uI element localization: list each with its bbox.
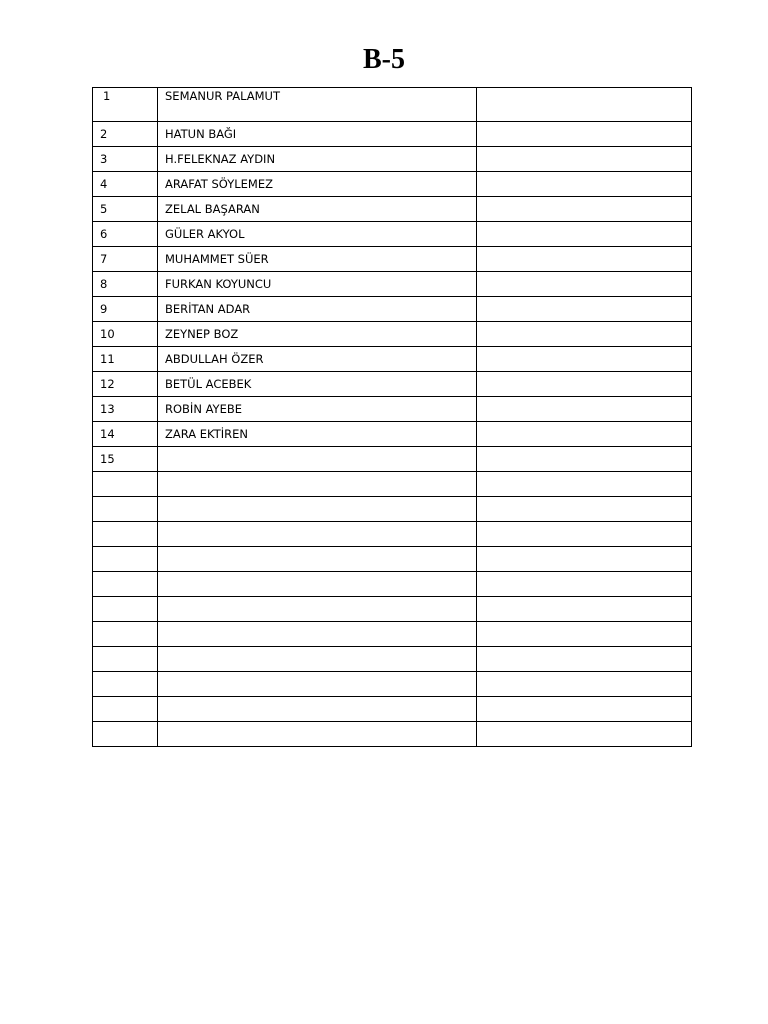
blank-entry-cell bbox=[477, 122, 692, 147]
roster-body bbox=[93, 88, 692, 747]
blank-entry-cell bbox=[477, 347, 692, 372]
page-title: B-5 bbox=[363, 44, 405, 75]
table-row bbox=[93, 347, 692, 372]
student-name-cell: ABDULLAH ÖZER bbox=[158, 347, 477, 372]
table-row bbox=[93, 572, 692, 597]
row-number-cell bbox=[93, 572, 158, 597]
row-number-cell: 8 bbox=[93, 272, 158, 297]
row-number-cell: 11 bbox=[93, 347, 158, 372]
table-row bbox=[93, 272, 692, 297]
student-name-cell bbox=[158, 622, 477, 647]
blank-entry-cell bbox=[477, 722, 692, 747]
blank-entry-cell bbox=[477, 497, 692, 522]
row-number-cell bbox=[93, 547, 158, 572]
row-number-cell bbox=[93, 472, 158, 497]
table-row bbox=[93, 597, 692, 622]
table-row bbox=[93, 372, 692, 397]
table-row bbox=[93, 147, 692, 172]
table-row bbox=[93, 547, 692, 572]
blank-entry-cell bbox=[477, 422, 692, 447]
table-row bbox=[93, 447, 692, 472]
row-number-cell bbox=[93, 622, 158, 647]
student-name-cell: MUHAMMET SÜER bbox=[158, 247, 477, 272]
student-name-cell: ARAFAT SÖYLEMEZ bbox=[158, 172, 477, 197]
table-row bbox=[93, 222, 692, 247]
student-name-cell bbox=[158, 572, 477, 597]
row-number-cell: 14 bbox=[93, 422, 158, 447]
blank-entry-cell bbox=[477, 597, 692, 622]
student-name-cell bbox=[158, 672, 477, 697]
table-row bbox=[93, 88, 692, 122]
student-name-cell bbox=[158, 522, 477, 547]
student-name-cell bbox=[158, 597, 477, 622]
row-number-cell: 15 bbox=[93, 447, 158, 472]
blank-entry-cell bbox=[477, 622, 692, 647]
student-name-cell bbox=[158, 472, 477, 497]
blank-entry-cell bbox=[477, 672, 692, 697]
table-row bbox=[93, 522, 692, 547]
table-row bbox=[93, 472, 692, 497]
roster-table bbox=[92, 87, 692, 747]
blank-entry-cell bbox=[477, 222, 692, 247]
row-number-cell: 3 bbox=[93, 147, 158, 172]
table-row bbox=[93, 422, 692, 447]
row-number-cell: 5 bbox=[93, 197, 158, 222]
student-name-cell bbox=[158, 497, 477, 522]
row-number-cell bbox=[93, 672, 158, 697]
row-number-cell: 12 bbox=[93, 372, 158, 397]
blank-entry-cell bbox=[477, 272, 692, 297]
blank-entry-cell bbox=[477, 322, 692, 347]
blank-entry-cell bbox=[477, 88, 692, 122]
row-number-cell: 13 bbox=[93, 397, 158, 422]
blank-entry-cell bbox=[477, 447, 692, 472]
blank-entry-cell bbox=[477, 297, 692, 322]
student-name-cell: ZELAL BAŞARAN bbox=[158, 197, 477, 222]
row-number-cell: 6 bbox=[93, 222, 158, 247]
row-number-cell bbox=[93, 697, 158, 722]
student-name-cell: SEMANUR PALAMUT bbox=[158, 88, 477, 122]
student-name-cell: ZEYNEP BOZ bbox=[158, 322, 477, 347]
row-number-cell: 4 bbox=[93, 172, 158, 197]
table-row bbox=[93, 497, 692, 522]
row-number-cell bbox=[93, 722, 158, 747]
row-number-cell: 9 bbox=[93, 297, 158, 322]
row-number-cell bbox=[93, 497, 158, 522]
blank-entry-cell bbox=[477, 172, 692, 197]
blank-entry-cell bbox=[477, 472, 692, 497]
row-number-cell: 2 bbox=[93, 122, 158, 147]
table-row bbox=[93, 722, 692, 747]
table-row bbox=[93, 197, 692, 222]
table-row bbox=[93, 122, 692, 147]
student-name-cell: HATUN BAĞI bbox=[158, 122, 477, 147]
row-number-cell: 1 bbox=[93, 88, 158, 122]
blank-entry-cell bbox=[477, 397, 692, 422]
table-row bbox=[93, 697, 692, 722]
row-number-cell bbox=[93, 647, 158, 672]
table-row bbox=[93, 172, 692, 197]
blank-entry-cell bbox=[477, 372, 692, 397]
table-row bbox=[93, 247, 692, 272]
student-name-cell bbox=[158, 447, 477, 472]
student-name-cell bbox=[158, 647, 477, 672]
blank-entry-cell bbox=[477, 522, 692, 547]
student-name-cell: BERİTAN ADAR bbox=[158, 297, 477, 322]
student-name-cell bbox=[158, 722, 477, 747]
student-name-cell bbox=[158, 697, 477, 722]
student-name-cell: GÜLER AKYOL bbox=[158, 222, 477, 247]
blank-entry-cell bbox=[477, 197, 692, 222]
blank-entry-cell bbox=[477, 647, 692, 672]
table-row bbox=[93, 297, 692, 322]
student-name-cell: ROBİN AYEBE bbox=[158, 397, 477, 422]
student-name-cell: H.FELEKNAZ AYDIN bbox=[158, 147, 477, 172]
table-row bbox=[93, 322, 692, 347]
blank-entry-cell bbox=[477, 247, 692, 272]
blank-entry-cell bbox=[477, 697, 692, 722]
blank-entry-cell bbox=[477, 147, 692, 172]
row-number-cell bbox=[93, 597, 158, 622]
student-name-cell bbox=[158, 547, 477, 572]
row-number-cell: 7 bbox=[93, 247, 158, 272]
table-row bbox=[93, 647, 692, 672]
blank-entry-cell bbox=[477, 572, 692, 597]
table-row bbox=[93, 622, 692, 647]
table-row bbox=[93, 672, 692, 697]
table-row bbox=[93, 397, 692, 422]
row-number-cell: 10 bbox=[93, 322, 158, 347]
student-name-cell: BETÜL ACEBEK bbox=[158, 372, 477, 397]
blank-entry-cell bbox=[477, 547, 692, 572]
row-number-cell bbox=[93, 522, 158, 547]
student-name-cell: FURKAN KOYUNCU bbox=[158, 272, 477, 297]
student-name-cell: ZARA EKTİREN bbox=[158, 422, 477, 447]
